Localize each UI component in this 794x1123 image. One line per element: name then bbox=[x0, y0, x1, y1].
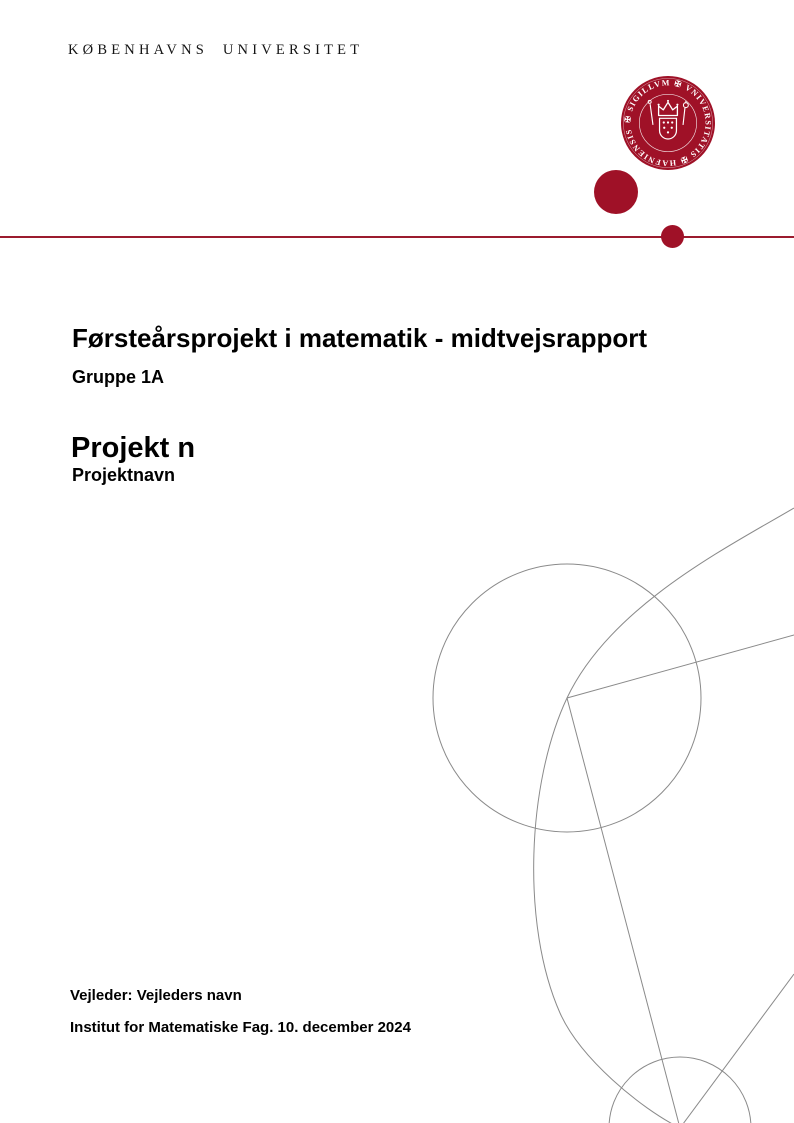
small-outline-circle bbox=[609, 1057, 751, 1123]
brand-dot-medium-icon bbox=[594, 170, 638, 214]
group-subtitle: Gruppe 1A bbox=[72, 367, 165, 387]
sweeping-arc bbox=[534, 508, 794, 1123]
project-heading: Projekt n bbox=[71, 432, 196, 464]
seal-ring-text: ✠ SIGILLVM ✠ VNIVERSITATIS ✠ HAFNIENSIS bbox=[623, 78, 713, 168]
project-name: Projektnavn bbox=[72, 465, 176, 485]
radial-line-right bbox=[567, 635, 794, 698]
university-seal-icon bbox=[621, 76, 715, 170]
institute-date-line: Institut for Matematiske Fag. 10. december 2024 bbox=[70, 1019, 411, 1036]
brand-dot-small-icon bbox=[661, 225, 684, 248]
supervisor-line: Vejleder: Vejleders navn bbox=[70, 987, 242, 1004]
report-title: Førsteårsprojekt i matematik - midtvejsrapport bbox=[72, 323, 648, 353]
university-wordmark: KØBENHAVNS UNIVERSITET bbox=[68, 42, 364, 58]
radial-line-bottom-right bbox=[680, 974, 794, 1123]
